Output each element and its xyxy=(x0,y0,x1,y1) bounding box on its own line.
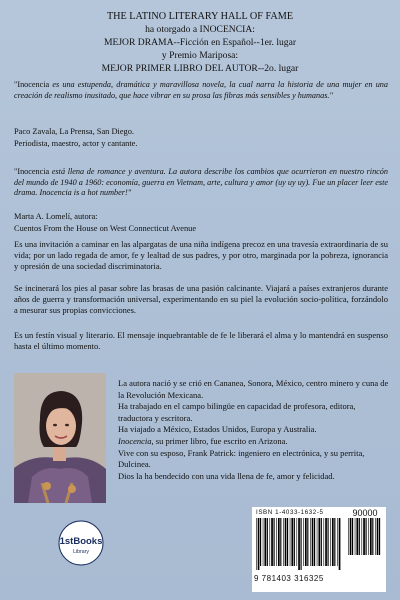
barcode-bar xyxy=(291,518,293,566)
barcode-bar xyxy=(267,518,268,566)
barcode-bar xyxy=(283,518,284,566)
award-line: MEJOR DRAMA--Ficción en Español--1er. lugar xyxy=(103,37,297,48)
barcode-bar xyxy=(317,518,318,566)
barcode-supplement-number: 90000 xyxy=(352,508,378,518)
bio-line: Vive con su esposo, Frank Patrick: ingeniero en electrónica, y su perrita, Dulcinea. xyxy=(118,447,365,470)
barcode-bar xyxy=(280,518,281,566)
barcode-bar xyxy=(328,518,329,566)
publisher-logo-sub: Library xyxy=(73,549,89,555)
award-block xyxy=(0,10,400,75)
bio-line: La autora nació y se crió en Cananea, Sonora, México, centro minero y cuna de la Revolución Mexicana. xyxy=(118,378,389,400)
barcode-bar xyxy=(332,518,334,566)
barcode-bar xyxy=(298,518,300,570)
barcode-bar xyxy=(287,518,288,566)
publisher-logo-icon xyxy=(58,520,104,566)
barcode-bar xyxy=(330,518,331,566)
review-attribution xyxy=(14,211,374,234)
barcode-bar xyxy=(321,518,322,566)
reviewer-name: Paco Zavala, La Prensa, San Diego. xyxy=(14,127,135,136)
barcode-bar xyxy=(352,518,353,555)
bio-line: Ha trabajado en el campo bilingüe en capacidad de profesora, editora, traductora y escritora. xyxy=(118,401,356,423)
barcode-bar xyxy=(334,518,335,566)
barcode-bar xyxy=(312,518,314,566)
barcode-bar xyxy=(348,518,349,555)
barcode-bar xyxy=(318,518,320,566)
author-photo-image xyxy=(14,373,106,503)
author-bio xyxy=(118,378,390,482)
barcode-bar xyxy=(350,518,352,555)
barcode-bar xyxy=(379,518,380,555)
barcode-bar xyxy=(270,518,271,566)
barcode-bar xyxy=(372,518,373,555)
barcode-bar xyxy=(325,518,327,566)
isbn-text: ISBN 1-4033-1632-5 xyxy=(256,509,324,516)
barcode-bar xyxy=(339,518,341,570)
barcode-bar xyxy=(294,518,295,566)
barcode-bar xyxy=(256,518,257,570)
publisher-logo-main: 1stBooks xyxy=(59,536,103,547)
barcode-bar xyxy=(359,518,360,555)
barcode-bar xyxy=(303,518,304,566)
reviewer-name: Marta A. Lomelí, autora: xyxy=(14,212,98,221)
barcode-bar xyxy=(263,518,264,566)
barcode-bar xyxy=(305,518,307,566)
review-quote: "Inocencia es una estupenda, dramática y maravillosa novela, la cual narra la historia de una mujer en una creación de realismo inusitado, que hace vibrar en su prosa las fibras más sensibles y humanas." xyxy=(14,80,388,100)
bio-line: Ha viajado a México, Estados Unidos, Europa y Australia. xyxy=(118,424,317,435)
barcode-bar xyxy=(278,518,280,566)
barcode-bar xyxy=(375,518,376,555)
blurb-paragraph: Se incinerará los pies al pasar sobre las brasas de una pasión calcinante. Viajará a países extranjeros durante años de guerra y transformación universal, experimentando en su piel la evolución socio-política, forzándolo a mesurar sus propias convicciones. xyxy=(14,283,388,315)
barcode-bar xyxy=(310,518,311,566)
review-attribution xyxy=(14,126,374,149)
barcode-bar xyxy=(271,518,273,566)
award-line: MEJOR PRIMER LIBRO DEL AUTOR--2o. lugar xyxy=(101,63,299,74)
barcode-bar xyxy=(297,518,298,566)
barcode-digits: 9 781403 316325 xyxy=(254,574,324,583)
barcode-bar xyxy=(264,518,266,566)
barcode-bar xyxy=(260,518,261,566)
author-photo xyxy=(14,373,106,503)
barcode-bar xyxy=(276,518,277,566)
barcode-bar xyxy=(324,518,325,566)
award-line: y Premio Mariposa: xyxy=(161,50,239,61)
barcode-bar xyxy=(377,518,379,555)
award-line: ha otorgado a INOCENCIA: xyxy=(145,24,255,35)
barcode-bar xyxy=(355,518,356,555)
barcode-bar xyxy=(362,518,363,555)
barcode-bar xyxy=(274,518,275,566)
barcode-bar xyxy=(356,518,358,555)
reviewer-title: Cuentos From the House on West Connecticut Avenue xyxy=(14,223,197,233)
barcode-bar xyxy=(368,518,369,555)
barcode-bar xyxy=(285,518,287,566)
barcode-bar xyxy=(337,518,338,566)
barcode-bar xyxy=(307,518,308,566)
barcode-bar xyxy=(301,518,302,570)
bio-line: Inocencia, su primer libro, fue escrito en Arizona. xyxy=(118,435,288,446)
barcode-bars xyxy=(256,518,342,570)
barcode-bar xyxy=(363,518,365,555)
blurb-paragraph: Es un festín visual y literario. El mensaje inquebrantable de fe le liberará el alma y lo mantendrá en suspenso hasta el último momento. xyxy=(14,330,388,351)
barcode-supplement-bars xyxy=(348,518,382,559)
bio-line: Dios la ha bendecido con una vida llena de fe, amor y felicidad. xyxy=(118,470,335,481)
reviewer-title: Periodista, maestro, actor y cantante. xyxy=(14,138,138,148)
isbn-barcode xyxy=(252,507,386,592)
barcode-bar xyxy=(258,518,260,570)
award-title: THE LATINO LITERARY HALL OF FAME xyxy=(106,11,294,22)
barcode-bar xyxy=(290,518,291,566)
review-quote: "Inocencia está llena de romance y aventura. La autora describe los cambios que ocurrieron en nuestro rincón del mundo de 1940 a 1960: economía, guerra en Vietnam, arte, cultura y amor (uy uy uy). Fue un placer leer este drama. Inocencia is a hot number!" xyxy=(14,167,388,197)
barcode-bar xyxy=(314,518,315,566)
barcode-bar xyxy=(370,518,372,555)
publisher-logo xyxy=(58,520,104,566)
barcode-bar xyxy=(366,518,367,555)
blurb-paragraph: Es una invitación a caminar en las alpargatas de una niña indígena precoz en una travesía extraordinaria de su vida; por un lado regada de amor, fe y lealtad de sus padres, y por otro, marginada por la pobreza, ignorancia y opresión de una sociedad discriminatoria. xyxy=(14,239,388,271)
